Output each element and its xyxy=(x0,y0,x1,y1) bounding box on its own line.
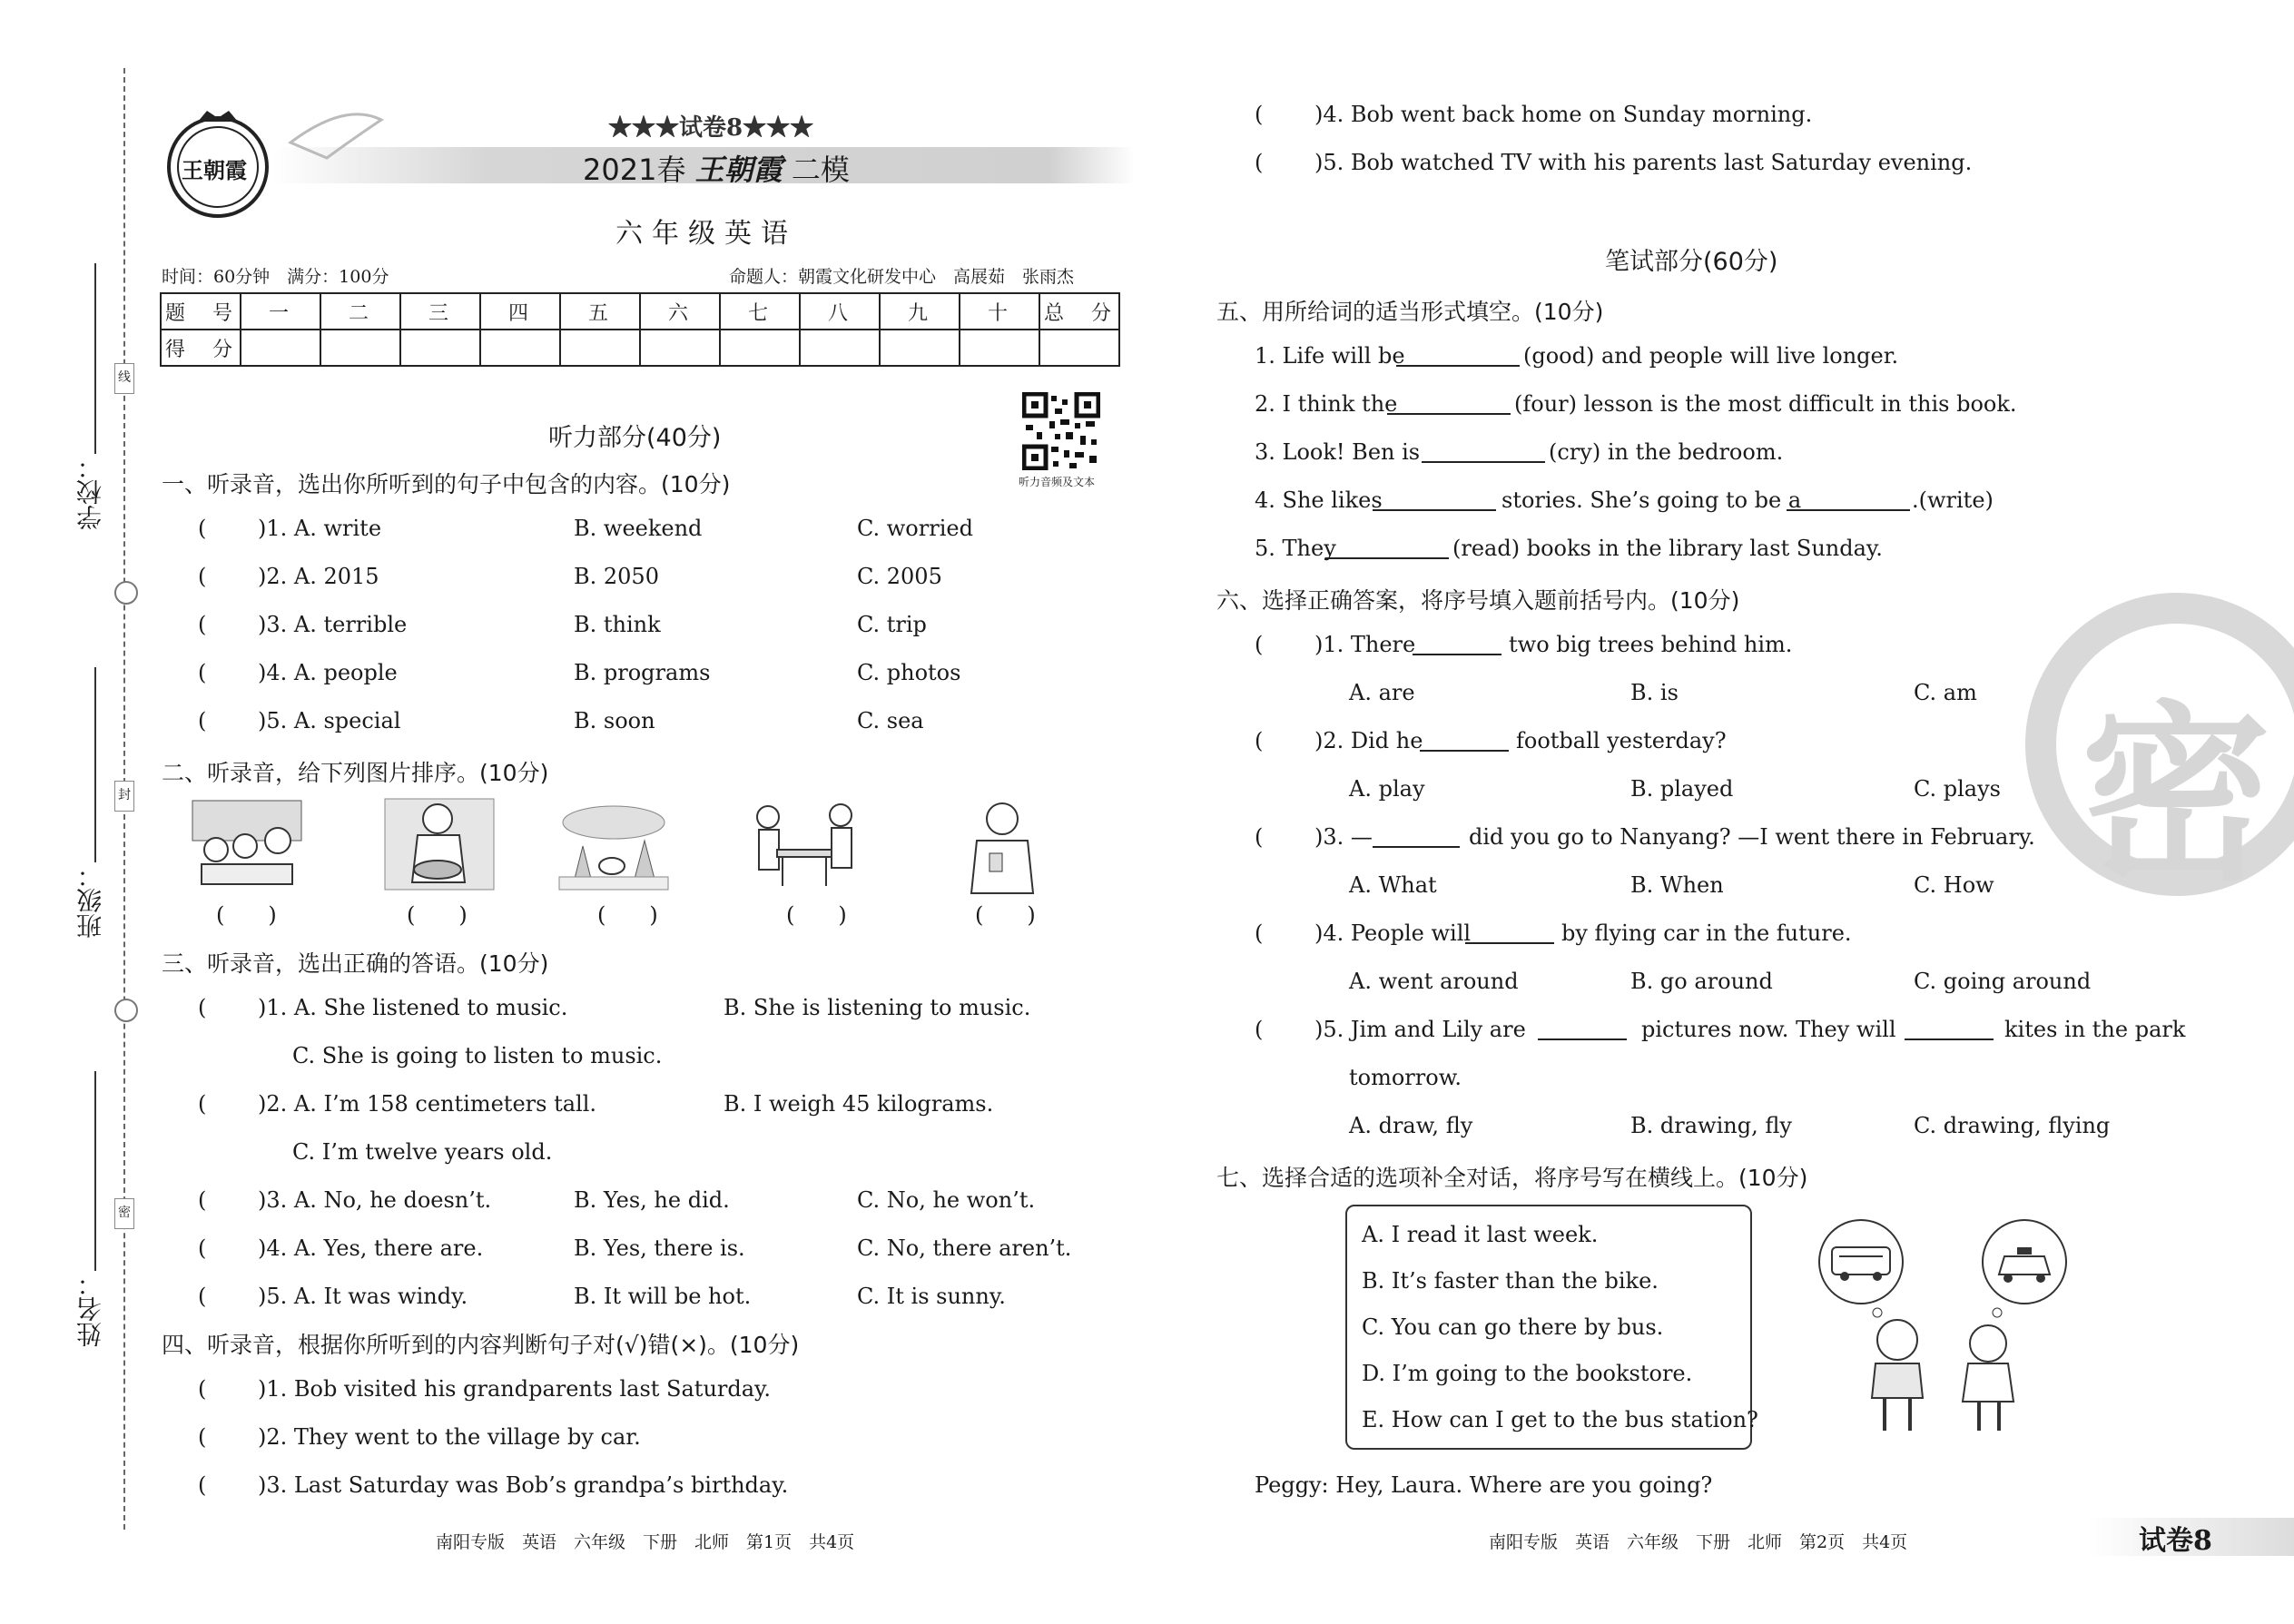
score-cell: 得 分 xyxy=(161,330,241,366)
listening-section-title: 听力部分(40分) xyxy=(548,424,722,452)
qr-code-icon[interactable] xyxy=(1022,392,1100,470)
mc-blank[interactable] xyxy=(1420,750,1509,752)
option-b: B. weekend xyxy=(574,516,703,541)
answer-bracket[interactable]: ( xyxy=(198,1376,207,1402)
question-item: )5. A. special xyxy=(258,708,401,733)
score-header-row xyxy=(161,293,1119,330)
option-c: C. going around xyxy=(1914,969,2092,994)
answer-bracket[interactable]: ( xyxy=(198,660,207,685)
qr-caption: 听力音频及文本 xyxy=(1019,476,1096,488)
fill-blank[interactable] xyxy=(1325,557,1449,559)
option-c: C. plays xyxy=(1914,776,2001,802)
option-c: C. am xyxy=(1914,680,1977,705)
option-b: B. 2050 xyxy=(574,564,659,589)
name-field[interactable] xyxy=(94,1071,96,1271)
picture-answer-bracket[interactable]: ( ) xyxy=(597,902,658,928)
mc-question-text: did you go to Nanyang? —I went there in February. xyxy=(1469,824,2035,850)
question-item: )2. A. 2015 xyxy=(258,564,379,589)
mc-question-text: by flying car in the future. xyxy=(1561,920,1852,946)
option-c: C. I’m twelve years old. xyxy=(292,1139,553,1165)
score-input[interactable] xyxy=(1039,330,1119,366)
score-cell: 一 xyxy=(241,293,320,330)
statement-item: )3. Last Saturday was Bob’s grandpa’s birthday. xyxy=(258,1472,789,1498)
mc-blank[interactable] xyxy=(1413,654,1501,655)
option-a: A. went around xyxy=(1349,969,1519,994)
fill-question-text: stories. She’s going to be a xyxy=(1501,487,1802,513)
class-label: 班级： xyxy=(75,862,105,939)
score-cell: 六 xyxy=(640,293,720,330)
fill-question-text: (read) books in the library last Sunday. xyxy=(1452,536,1883,561)
picture-doctor xyxy=(944,795,1062,895)
time-info: 时间：60分钟 满分：100分 xyxy=(162,267,389,287)
binding-hole xyxy=(114,999,138,1022)
option-c: C. photos xyxy=(857,660,961,685)
fill-question-text: 3. Look! Ben is xyxy=(1255,439,1421,465)
answer-bracket[interactable]: ( xyxy=(198,1284,207,1309)
score-input[interactable] xyxy=(640,330,720,366)
answer-bracket[interactable]: ( xyxy=(198,1424,207,1450)
option-b: B. Yes, he did. xyxy=(574,1187,730,1213)
score-input[interactable] xyxy=(400,330,480,366)
option-c: C. No, there aren’t. xyxy=(857,1235,1072,1261)
answer-bracket[interactable]: ( xyxy=(1255,824,1264,850)
option-c: C. No, he won’t. xyxy=(857,1187,1036,1213)
picture-answer-bracket[interactable]: ( ) xyxy=(786,902,847,928)
fill-question-text: 1. Life will be xyxy=(1255,343,1405,369)
option-b: B. When xyxy=(1630,872,1724,898)
answer-bracket[interactable]: ( xyxy=(1255,728,1264,753)
option-c: C. worried xyxy=(857,516,973,541)
question-item: )4. A. people xyxy=(258,660,398,685)
fill-question-text: 5. They xyxy=(1255,536,1336,561)
watermark-char: 密 xyxy=(2081,684,2272,907)
score-input[interactable] xyxy=(720,330,800,366)
option-c: C. sea xyxy=(857,708,924,733)
option-c: C. She is going to listen to music. xyxy=(292,1043,663,1068)
answer-bracket[interactable]: ( xyxy=(1255,1017,1264,1042)
picture-park-scene xyxy=(556,795,674,895)
fill-question-text: (good) and people will live longer. xyxy=(1523,343,1899,369)
mc-question-text: )3. — xyxy=(1314,824,1373,850)
authors: 命题人：朝霞文化研发中心 高展茹 张雨杰 xyxy=(729,267,1075,287)
option-b: B. go around xyxy=(1630,969,1773,994)
dialogue-option: B. It’s faster than the bike. xyxy=(1362,1268,1659,1294)
fill-question-text: .(write) xyxy=(1912,487,1994,513)
statement-item: )1. Bob visited his grandparents last Saturday. xyxy=(258,1376,772,1402)
question-item: )1. A. write xyxy=(258,516,382,541)
answer-bracket[interactable]: ( xyxy=(198,1235,207,1261)
class-field[interactable] xyxy=(94,667,96,862)
logo-text: 王朝霞 xyxy=(182,157,247,183)
option-b: B. is xyxy=(1630,680,1679,705)
score-input[interactable] xyxy=(560,330,640,366)
option-c: C. It is sunny. xyxy=(857,1284,1006,1309)
question-item: )1. A. She listened to music. xyxy=(258,995,568,1020)
binding-hole xyxy=(114,581,138,605)
exam-title-suffix: 二模 xyxy=(791,153,850,187)
question-item: )2. A. I’m 158 centimeters tall. xyxy=(258,1091,596,1117)
answer-bracket[interactable]: ( xyxy=(198,1472,207,1498)
name-label: 姓名： xyxy=(75,1271,105,1347)
score-input[interactable] xyxy=(800,330,880,366)
answer-bracket[interactable]: ( xyxy=(198,708,207,733)
question-item: )3. A. No, he doesn’t. xyxy=(258,1187,492,1213)
score-input[interactable] xyxy=(880,330,960,366)
seal-tick-3: 密 xyxy=(114,1198,134,1229)
mc-question-text: )2. Did he xyxy=(1314,728,1423,753)
score-cell: 题 号 xyxy=(161,293,241,330)
dialogue-line: Peggy: Hey, Laura. Where are you going? xyxy=(1255,1472,1713,1498)
option-a: A. are xyxy=(1349,680,1415,705)
dialogue-option: D. I’m going to the bookstore. xyxy=(1362,1361,1693,1386)
fill-question-text: 4. She likes xyxy=(1255,487,1383,513)
fill-blank[interactable] xyxy=(1422,461,1545,463)
score-cell: 总 分 xyxy=(1039,293,1119,330)
school-field[interactable] xyxy=(94,263,96,454)
footer-left: 南阳专版 英语 六年级 下册 北师 第1页 共4页 xyxy=(436,1532,855,1552)
wangzhaoxia-logo xyxy=(162,107,274,220)
score-cell: 九 xyxy=(880,293,960,330)
option-b: B. played xyxy=(1630,776,1734,802)
fill-blank[interactable] xyxy=(1387,413,1511,415)
mc-blank[interactable] xyxy=(1373,846,1460,848)
mc-question-text: )5. Jim and Lily are xyxy=(1314,1017,1526,1042)
answer-bracket[interactable]: ( xyxy=(198,1091,207,1117)
writing-section-title: 笔试部分(60分) xyxy=(1605,248,1778,276)
mc-question-text: football yesterday? xyxy=(1516,728,1727,753)
mc-question-text: pictures now. They will xyxy=(1641,1017,1896,1042)
question-item: )3. A. terrible xyxy=(258,612,408,637)
score-input[interactable] xyxy=(241,330,320,366)
fill-blank[interactable] xyxy=(1373,509,1496,511)
kids-transport-illustration xyxy=(1807,1216,2079,1434)
picture-classroom-group xyxy=(189,795,307,895)
picture-answer-bracket[interactable]: ( ) xyxy=(407,902,468,928)
exam-title xyxy=(583,147,850,189)
option-c: C. drawing, flying xyxy=(1914,1113,2111,1138)
mc-blank[interactable] xyxy=(1905,1038,1994,1040)
score-cell: 四 xyxy=(480,293,560,330)
mc-question-text: two big trees behind him. xyxy=(1509,632,1793,657)
score-table xyxy=(160,292,1120,367)
fill-question-text: 2. I think the xyxy=(1255,391,1398,417)
section-4-heading: 四、听录音，根据你所听到的内容判断句子对(√)错(×)。(10分) xyxy=(162,1332,800,1358)
picture-cooking-woman xyxy=(381,795,499,895)
statement-item: )4. Bob went back home on Sunday morning. xyxy=(1314,102,1813,127)
option-a: A. draw, fly xyxy=(1349,1113,1473,1138)
score-cell: 二 xyxy=(320,293,400,330)
option-b: B. I weigh 45 kilograms. xyxy=(724,1091,994,1117)
exam-brand: 王朝霞 xyxy=(694,153,783,187)
picture-answer-bracket[interactable]: ( ) xyxy=(975,902,1036,928)
answer-bracket[interactable]: ( xyxy=(198,516,207,541)
footer-right: 南阳专版 英语 六年级 下册 北师 第2页 共4页 xyxy=(1489,1532,1908,1552)
mc-blank[interactable] xyxy=(1538,1038,1627,1040)
option-c: C. 2005 xyxy=(857,564,942,589)
answer-bracket[interactable]: ( xyxy=(1255,150,1264,175)
answer-bracket[interactable]: ( xyxy=(1255,920,1264,946)
section-5-heading: 五、用所给词的适当形式填空。(10分) xyxy=(1216,299,1604,325)
section-7-heading: 七、选择合适的选项补全对话，将序号写在横线上。(10分) xyxy=(1216,1165,1808,1191)
mc-question-text: )4. People will xyxy=(1314,920,1472,946)
fill-question-text: (cry) in the bedroom. xyxy=(1549,439,1784,465)
exam-title-prefix: 2021春 xyxy=(583,153,686,187)
dialogue-option: C. You can go there by bus. xyxy=(1362,1314,1664,1340)
question-item: )4. A. Yes, there are. xyxy=(258,1235,484,1261)
option-b: B. She is listening to music. xyxy=(724,995,1031,1020)
score-value-row xyxy=(161,330,1119,366)
score-input[interactable] xyxy=(320,330,400,366)
section-2-heading: 二、听录音，给下列图片排序。(10分) xyxy=(162,760,549,786)
answer-bracket[interactable]: ( xyxy=(198,564,207,589)
paper-label: ★★★试卷8★★★ xyxy=(608,114,814,142)
score-cell: 五 xyxy=(560,293,640,330)
option-b: B. programs xyxy=(574,660,711,685)
option-c: C. trip xyxy=(857,612,927,637)
answer-bracket[interactable]: ( xyxy=(198,612,207,637)
option-b: B. drawing, fly xyxy=(1630,1113,1792,1138)
subject-title: 六年级英语 xyxy=(615,218,797,250)
section-1-heading: 一、听录音，选出你所听到的句子中包含的内容。(10分) xyxy=(162,471,731,497)
mc-question-text: )1. There xyxy=(1314,632,1416,657)
fill-blank[interactable] xyxy=(1787,509,1910,511)
statement-item: )5. Bob watched TV with his parents last Saturday evening. xyxy=(1314,150,1973,175)
picture-table-tennis xyxy=(746,795,864,895)
school-label: 学校： xyxy=(75,454,105,530)
answer-bracket[interactable]: ( xyxy=(1255,102,1264,127)
fill-question-text: (four) lesson is the most difficult in this book. xyxy=(1514,391,2017,417)
section-3-heading: 三、听录音，选出正确的答语。(10分) xyxy=(162,950,549,977)
section-6-heading: 六、选择正确答案，将序号填入题前括号内。(10分) xyxy=(1216,587,1740,614)
option-a: A. What xyxy=(1349,872,1437,898)
score-cell: 七 xyxy=(720,293,800,330)
answer-bracket[interactable]: ( xyxy=(198,1187,207,1213)
score-cell: 八 xyxy=(800,293,880,330)
secret-watermark-icon xyxy=(2023,590,2294,907)
dialogue-option: A. I read it last week. xyxy=(1362,1222,1599,1247)
mc-blank[interactable] xyxy=(1465,942,1554,944)
option-b: B. think xyxy=(574,612,661,637)
paper-tag: 试卷8 xyxy=(2139,1525,2212,1557)
option-b: B. It will be hot. xyxy=(574,1284,752,1309)
option-b: B. Yes, there is. xyxy=(574,1235,745,1261)
statement-item: )2. They went to the village by car. xyxy=(258,1424,641,1450)
dialogue-option: E. How can I get to the bus station? xyxy=(1362,1407,1758,1432)
score-input[interactable] xyxy=(480,330,560,366)
seal-tick-2: 封 xyxy=(114,781,134,812)
mc-question-text: kites in the park xyxy=(2004,1017,2186,1042)
score-cell: 十 xyxy=(960,293,1039,330)
mc-question-text: tomorrow. xyxy=(1349,1065,1462,1090)
answer-bracket[interactable]: ( xyxy=(198,995,207,1020)
score-cell: 三 xyxy=(400,293,480,330)
seal-tick-1: 线 xyxy=(114,363,134,394)
question-item: )5. A. It was windy. xyxy=(258,1284,468,1309)
option-c: C. How xyxy=(1914,872,1994,898)
picture-answer-bracket[interactable]: ( ) xyxy=(216,902,277,928)
option-b: B. soon xyxy=(574,708,655,733)
answer-bracket[interactable]: ( xyxy=(1255,632,1264,657)
option-a: A. play xyxy=(1349,776,1425,802)
score-input[interactable] xyxy=(960,330,1039,366)
fill-blank[interactable] xyxy=(1396,365,1520,367)
